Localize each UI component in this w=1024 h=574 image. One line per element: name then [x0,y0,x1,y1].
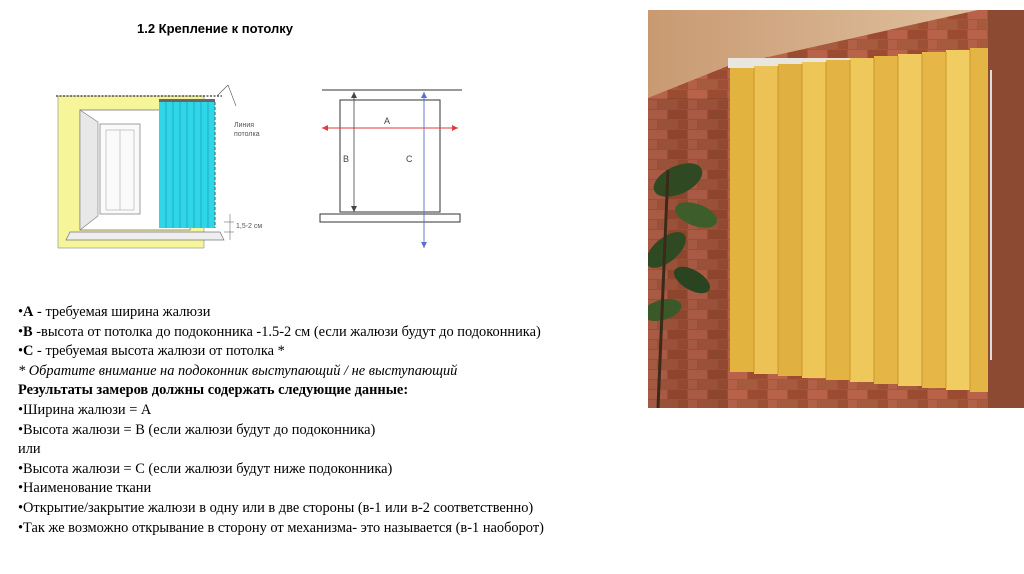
results-title: Результаты замеров должны содержать следующие данные: [18,382,409,399]
result-item: •Высота жалюзи = В (если жалюзи будут до подоконника) [18,421,376,438]
ceiling-line-label-2: потолка [234,131,260,138]
measurement-diagram [314,84,464,254]
letter-b: В [23,323,33,340]
label-c: C [406,154,413,164]
ceiling-line-label: Линия [234,122,255,129]
item-c: •С - требуемая высота жалюзи от потолка * [18,343,285,360]
blinds-photo [648,10,1024,408]
page-title: 1.2 Крепление к потолку [137,21,294,36]
instructions-text [18,303,648,538]
item-a: •А - требуемая ширина жалюзи [18,304,211,320]
result-item: •Открытие/закрытие жалюзи в одну или в две стороны (в-1 или в-2 соответственно) [18,499,534,516]
gap-label: 1,5-2 см [236,223,263,230]
sill-note: * Обратите внимание на подоконник выступающий / не выступающий [18,362,458,379]
result-item: •Наименование ткани [18,480,152,497]
result-item: •Ширина жалюзи = А [18,401,152,418]
ceiling-mount-diagram [52,80,272,255]
label-a: A [384,116,391,126]
result-item: •Высота жалюзи = С (если жалюзи будут ниже подоконника) [18,460,393,477]
letter-c: С [23,343,34,360]
result-item: •Так же возможно открывание в сторону от механизма- это называется (в-1 наоборот) [18,519,544,536]
letter-a: А [23,304,34,320]
item-b: •В -высота от потолка до подоконника -1.5-2 см (если жалюзи будут до подоконника) [18,323,541,340]
label-b: B [343,154,350,164]
result-item: или [18,441,41,458]
